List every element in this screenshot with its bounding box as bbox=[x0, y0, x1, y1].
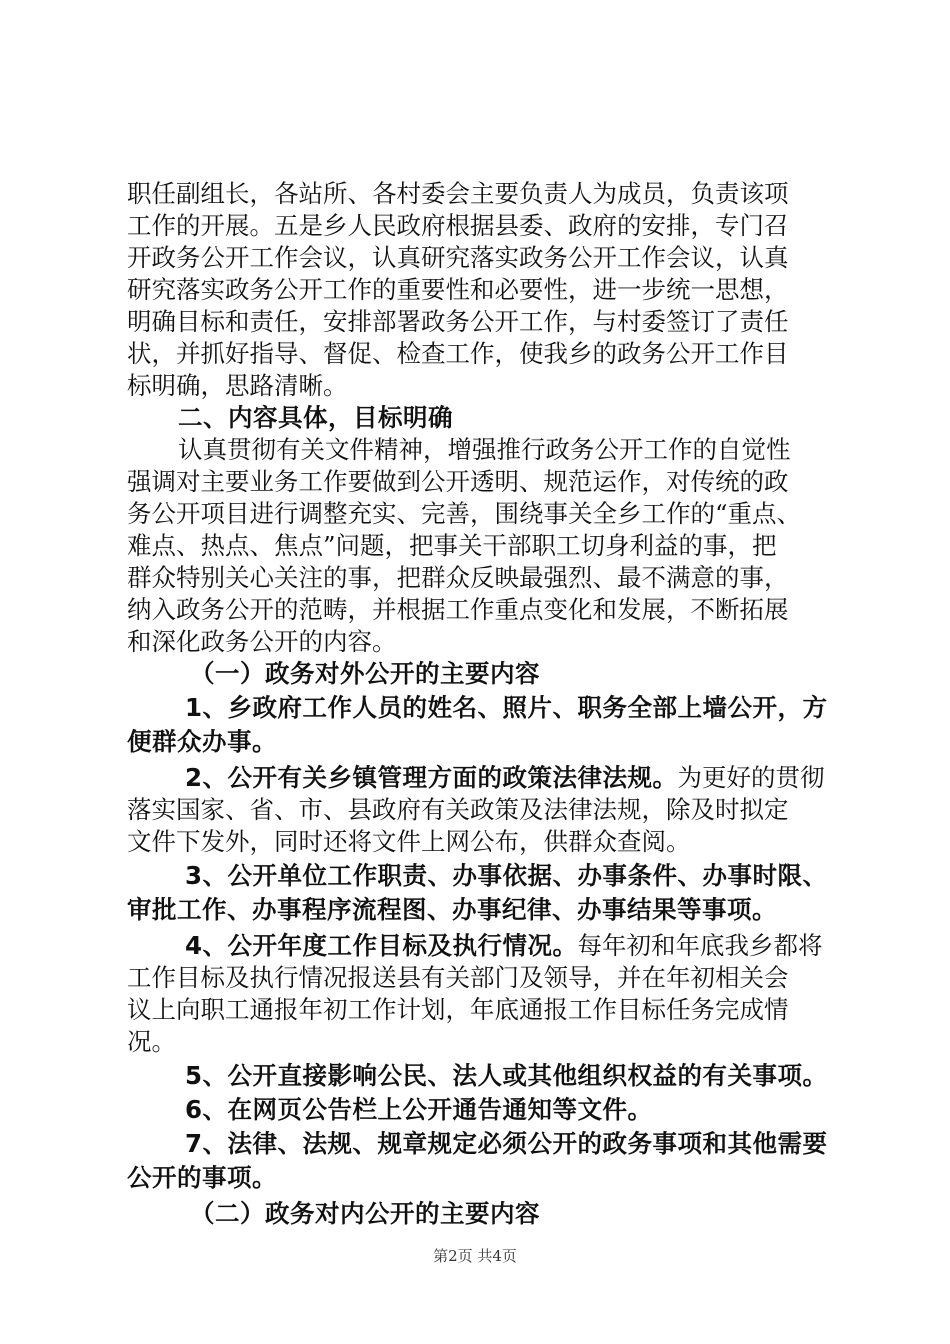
list-item-line: 审批工作、办事程序流程图、办事纪律、办事结果等事项。 bbox=[127, 895, 777, 924]
body-text-line: 务公开项目进行调整充实、完善，围绕事关全乡工作的“重点、 bbox=[127, 499, 802, 528]
section-heading: 二、内容具体，目标明确 bbox=[178, 403, 453, 432]
list-item-lead: 2、公开有关乡镇管理方面的政策法律法规。 bbox=[185, 763, 678, 792]
list-item-text: 为更好的贯彻 bbox=[677, 763, 825, 792]
list-item-line: 公开的事项。 bbox=[127, 1163, 277, 1192]
body-text-line: 和深化政务公开的内容。 bbox=[127, 627, 397, 656]
list-item-line: 5、公开直接影响公民、法人或其他组织权益的有关事项。 bbox=[185, 1061, 828, 1090]
body-text-line: 落实国家、省、市、县政府有关政策及法律法规，除及时拟定 bbox=[127, 795, 789, 824]
list-item-line: 1、乡政府工作人员的姓名、照片、职务全部上墙公开，方 bbox=[185, 693, 828, 722]
body-text-line: 群众特别关心关注的事，把群众反映最强烈、最不满意的事， bbox=[127, 563, 789, 592]
body-text-line: 难点、热点、焦点”问题，把事关干部职工切身利益的事，把 bbox=[127, 531, 777, 560]
body-text-line: 议上向职工通报年初工作计划，年底通报工作目标任务完成情 bbox=[127, 995, 789, 1024]
subsection-heading: （一）政务对外公开的主要内容 bbox=[190, 659, 540, 688]
body-text-line: 标明确，思路清晰。 bbox=[127, 371, 348, 400]
body-text-line: 文件下发外，同时还将文件上网公布，供群众查阅。 bbox=[127, 827, 691, 856]
body-text-line: 工作的开展。五是乡人民政府根据县委、政府的安排，专门召 bbox=[127, 211, 789, 240]
body-text-line: 开政务公开工作会议，认真研究落实政务公开工作会议，认真 bbox=[127, 243, 789, 272]
body-text-line: 状，并抓好指导、督促、检查工作，使我乡的政务公开工作目 bbox=[127, 339, 789, 368]
body-text-line: 纳入政务公开的范畴，并根据工作重点变化和发展，不断拓展 bbox=[127, 595, 789, 624]
subsection-heading: （二）政务对内公开的主要内容 bbox=[190, 1199, 540, 1228]
body-text-line: 况。 bbox=[127, 1027, 176, 1056]
body-text-line: 工作目标及执行情况报送县有关部门及领导，并在年初相关会 bbox=[127, 963, 789, 992]
list-item-lead: 4、公开年度工作目标及执行情况。 bbox=[185, 931, 578, 960]
body-text-line: 职任副组长，各站所、各村委会主要负责人为成员，负责该项 bbox=[127, 179, 789, 208]
list-item-line: 3、公开单位工作职责、办事依据、办事条件、办事时限、 bbox=[185, 861, 828, 890]
body-text-line: 强调对主要业务工作要做到公开透明、规范运作，对传统的政 bbox=[127, 467, 789, 496]
list-item-line: 7、法律、法规、规章规定必须公开的政务事项和其他需要 bbox=[185, 1129, 828, 1158]
list-item-line: 6、在网页公告栏上公开通告通知等文件。 bbox=[185, 1095, 653, 1124]
body-text-line: 研究落实政务公开工作的重要性和必要性，进一步统一思想， bbox=[127, 275, 789, 304]
list-item-line bbox=[185, 930, 823, 962]
body-text-line: 明确目标和责任，安排部署政务公开工作，与村委签订了责任 bbox=[127, 307, 789, 336]
list-item-line bbox=[185, 762, 825, 794]
list-item-text: 每年初和年底我乡都将 bbox=[577, 931, 823, 960]
body-text-line: 认真贯彻有关文件精神，增强推行政务公开工作的自觉性 bbox=[178, 435, 791, 464]
page-footer: 第2页 共4页 bbox=[433, 1247, 517, 1265]
list-item-line: 便群众办事。 bbox=[127, 727, 277, 756]
